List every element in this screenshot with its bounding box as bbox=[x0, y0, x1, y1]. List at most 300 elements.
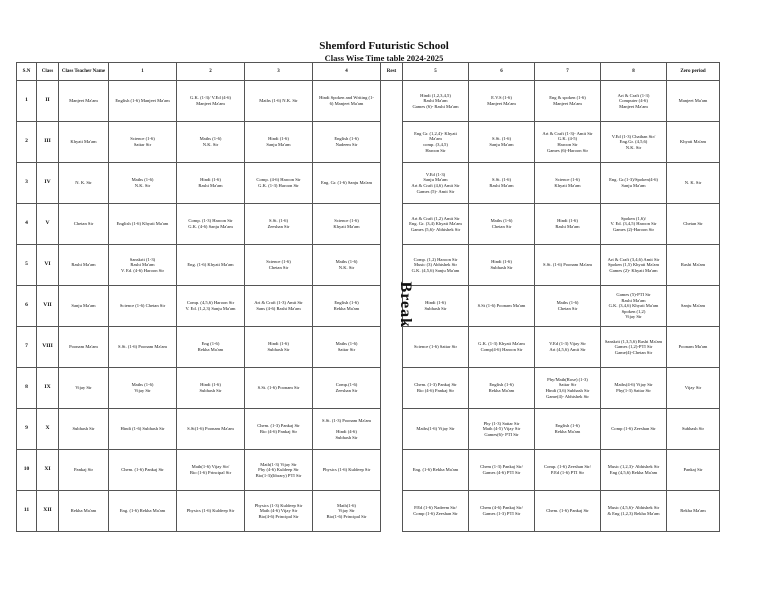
period-cell-p1 bbox=[109, 327, 177, 368]
period-line: Computer (4-6) bbox=[619, 98, 648, 104]
zero-period-teacher: Rekha Ma'am bbox=[667, 491, 720, 532]
period-line: Games(6)- PTI Sir bbox=[484, 431, 519, 437]
period-cell-p6 bbox=[469, 450, 535, 491]
table-row bbox=[17, 81, 720, 122]
period-cell-p8 bbox=[601, 409, 667, 450]
timetable-subtitle: Class Wise Time table 2024-2025 bbox=[324, 53, 444, 63]
period-cell-p1 bbox=[109, 286, 177, 327]
period-line: E.V.S (1-6) bbox=[491, 95, 512, 101]
period-line: V. Ed. (4-6) Haroon Sir bbox=[120, 267, 165, 273]
class-name: II bbox=[37, 81, 59, 122]
class-teacher: Rashi Ma'am bbox=[59, 245, 109, 286]
period-cell-p2 bbox=[177, 122, 245, 163]
period-cell-p3 bbox=[245, 81, 313, 122]
period-cell-p3 bbox=[245, 163, 313, 204]
header-period-7: 7 bbox=[535, 63, 601, 81]
period-cell-p5 bbox=[403, 450, 469, 491]
period-line: Math(1-3) Vijay Sir bbox=[260, 461, 297, 467]
period-line: Science (1-6) Sattar Sir bbox=[414, 344, 457, 350]
serial-number: 2 bbox=[17, 122, 37, 163]
period-cell-p4 bbox=[313, 450, 381, 491]
period-line: Physics (1-6) Kuldeep Sir bbox=[322, 467, 371, 473]
period-cell-p6 bbox=[469, 327, 535, 368]
period-line: Rashi Ma'am bbox=[489, 183, 514, 188]
period-line: Games (1-3) PTI Sir bbox=[482, 511, 521, 516]
period-cell-p5 bbox=[403, 81, 469, 122]
period-cell-p4 bbox=[313, 81, 381, 122]
class-name: VI bbox=[37, 245, 59, 286]
period-line: Comp.(1-6) bbox=[335, 382, 358, 388]
header-zero-period: Zero period bbox=[667, 63, 720, 81]
period-line: Games (5)- Amit Sir bbox=[416, 188, 455, 194]
period-line: P.Ed (1-6) PTI Sir bbox=[550, 470, 585, 475]
zero-period-teacher: N. K. Sir bbox=[667, 163, 720, 204]
period-line: Rekha Ma'am bbox=[197, 347, 224, 352]
class-name: V bbox=[37, 204, 59, 245]
period-line: Maths(4-6) Vijay Sir bbox=[614, 382, 653, 388]
period-line: S.St (1-6) Poonam Ma'am bbox=[477, 303, 526, 309]
period-cell-p2 bbox=[177, 368, 245, 409]
period-line: Chetan Sir bbox=[557, 306, 578, 311]
period-line: English (1-6) bbox=[334, 136, 359, 142]
period-cell-p6 bbox=[469, 491, 535, 532]
period-line: Maths (1-6) bbox=[199, 136, 222, 142]
period-cell-p7 bbox=[535, 286, 601, 327]
table-row bbox=[17, 409, 720, 450]
period-line: Chem. (1-6) Pankaj Sir bbox=[546, 508, 589, 514]
period-line: Zeeshan Sir bbox=[267, 224, 290, 229]
period-line: Eng.Gr. (4,5,6) bbox=[619, 139, 648, 145]
class-teacher: Rekha Ma'am bbox=[59, 491, 109, 532]
period-line: S.St. (1-3) Poonam Ma'am bbox=[322, 417, 371, 423]
period-line: Vijay Sir bbox=[625, 314, 642, 320]
period-line: Subhash Sir bbox=[335, 434, 358, 440]
period-line: English (1-6) Khyati Ma'am bbox=[116, 221, 169, 227]
period-line: Phy/Math(Rose) (1-3) bbox=[547, 376, 588, 382]
period-line: Math(1-6) Vijay Sir/ bbox=[191, 464, 230, 470]
period-line: Manjeet Ma'am bbox=[487, 101, 516, 106]
period-line: Hindi (1-6) bbox=[425, 300, 446, 306]
period-cell-p8 bbox=[601, 81, 667, 122]
period-line: Subhash Sir bbox=[490, 265, 513, 270]
period-cell-p6 bbox=[469, 368, 535, 409]
period-line: Math (4-6) Vijay Sir bbox=[259, 508, 298, 514]
period-line: Art & Craft (1-3)- Amit Sir bbox=[542, 130, 593, 136]
table-row bbox=[17, 491, 720, 532]
period-cell-p1 bbox=[109, 245, 177, 286]
period-line: Games (6)-Haroon Sir bbox=[546, 147, 589, 153]
period-line: S.St. (1-6) Poonam Ma'am bbox=[118, 344, 167, 350]
period-cell-p8 bbox=[601, 204, 667, 245]
period-cell-p3 bbox=[245, 368, 313, 409]
period-cell-p7 bbox=[535, 204, 601, 245]
period-line: Haroon Sir bbox=[557, 142, 578, 147]
period-line: comp. (3,4,5) bbox=[423, 142, 448, 147]
class-teacher: Sanju Ma'am bbox=[59, 286, 109, 327]
period-line: Comp. (1-6) Zeeshan Sir/ bbox=[544, 464, 591, 470]
period-cell-p5 bbox=[403, 409, 469, 450]
period-cell-p6 bbox=[469, 122, 535, 163]
class-name: XI bbox=[37, 450, 59, 491]
period-line: Hindi Spoken and Writing (1- bbox=[319, 95, 374, 101]
period-line: Art & Craft (3,4,6) Amit Sir bbox=[607, 256, 660, 262]
period-line: Science (1-6) bbox=[130, 136, 155, 142]
table-row bbox=[17, 163, 720, 204]
period-line: V. Ed. (1,2,3) Sanju Ma'am bbox=[185, 306, 236, 311]
zero-period-teacher: Subhash Sir bbox=[667, 409, 720, 450]
period-line: Games (5,6)- Abhishek Sir bbox=[410, 226, 461, 232]
period-line: Hindi (1-6) bbox=[200, 382, 221, 388]
period-line: Games (2)-Haroon Sir bbox=[612, 226, 655, 232]
period-line: Comp. (1,2) Haroon Sir bbox=[413, 256, 458, 262]
period-cell-p2 bbox=[177, 491, 245, 532]
period-line: Art (4,5,6) Amit Sir bbox=[549, 347, 586, 352]
period-line: Eng. Gr. (1-6) Sanju Ma'am bbox=[320, 180, 373, 186]
period-line: Game(4)-Chetan Sir bbox=[614, 349, 653, 355]
period-cell-p1 bbox=[109, 81, 177, 122]
period-cell-p2 bbox=[177, 409, 245, 450]
period-cell-p8 bbox=[601, 286, 667, 327]
period-line: Haroon Sir bbox=[425, 147, 446, 153]
period-line: Sanju Ma'am bbox=[621, 183, 646, 188]
class-teacher: Vijay Sir bbox=[59, 368, 109, 409]
period-line: Eng (1-6) bbox=[201, 341, 220, 347]
period-line: Music (1,2,3)- Abhishek Sir bbox=[607, 464, 660, 470]
period-line: Comp. (4,5,6) Haroon Sir bbox=[186, 300, 235, 306]
period-cell-p2 bbox=[177, 81, 245, 122]
period-cell-p4 bbox=[313, 286, 381, 327]
header-period-2: 2 bbox=[177, 63, 245, 81]
period-line: Math (4-5) Vijay Sir bbox=[482, 426, 521, 432]
period-line: Science (1-6) bbox=[334, 218, 359, 224]
period-cell-p1 bbox=[109, 450, 177, 491]
period-line: Comp (1-6) Zeeshan Sir bbox=[413, 511, 458, 516]
serial-number: 6 bbox=[17, 286, 37, 327]
period-line: Comp(4-6) Haroon Sir bbox=[480, 347, 523, 352]
period-cell-p7 bbox=[535, 327, 601, 368]
period-line: S.St. (1-6) bbox=[491, 136, 511, 142]
serial-number: 5 bbox=[17, 245, 37, 286]
class-teacher: Pankaj Sir bbox=[59, 450, 109, 491]
table-row bbox=[17, 368, 720, 409]
period-cell-p3 bbox=[245, 327, 313, 368]
period-line: G.K. (4,5,6) Sanju Ma'am bbox=[411, 267, 460, 273]
period-cell-p7 bbox=[535, 491, 601, 532]
zero-period-teacher: Pankaj Sir bbox=[667, 450, 720, 491]
period-line: Games (4-6) PTI Sir bbox=[482, 470, 521, 475]
period-cell-p3 bbox=[245, 409, 313, 450]
period-line: V.Ed (1-3) bbox=[425, 171, 446, 177]
period-line: Eng. Gr.(1-3)/Spoken(4-6) bbox=[609, 177, 658, 183]
period-cell-p2 bbox=[177, 245, 245, 286]
period-line: N.K. Sir bbox=[338, 265, 355, 270]
period-line: Chetan Sir bbox=[268, 265, 289, 270]
period-line: English (1-6) Manjeet Ma'am bbox=[115, 98, 170, 104]
period-cell-p3 bbox=[245, 450, 313, 491]
period-line: Comp (1-6) Zeeshan Sir bbox=[611, 426, 656, 432]
period-cell-p7 bbox=[535, 81, 601, 122]
period-line: Eng Gr. (1,2,4)- Khyati bbox=[414, 130, 457, 136]
period-line: Maths (1-6) bbox=[490, 218, 513, 224]
period-line: Chem. (1-6) Pankaj Sir bbox=[121, 467, 164, 473]
school-name: Shemford Futuristic School bbox=[319, 40, 449, 52]
period-line: Rashi Ma'am bbox=[621, 297, 646, 303]
period-cell-p1 bbox=[109, 163, 177, 204]
period-line: Subhash Sir bbox=[267, 347, 290, 352]
period-line: Music (4,5,6)- Abhishek Sir bbox=[607, 505, 660, 511]
period-line: Sans (4-6) Rashi Ma'am bbox=[256, 306, 301, 311]
class-name: XII bbox=[37, 491, 59, 532]
period-line: Rashi Ma'am bbox=[423, 98, 448, 104]
period-line: S.St. (1-6) bbox=[491, 177, 511, 183]
period-cell-p6 bbox=[469, 286, 535, 327]
period-line: Games (2)- Khyati Ma'am bbox=[609, 267, 658, 273]
header-period-3: 3 bbox=[245, 63, 313, 81]
period-cell-p2 bbox=[177, 327, 245, 368]
period-line: Chetan Sir bbox=[491, 224, 512, 229]
period-line: Comp. (4-6) Haroon Sir bbox=[256, 177, 301, 183]
class-name: VIII bbox=[37, 327, 59, 368]
period-cell-p4 bbox=[313, 491, 381, 532]
period-line: English (1-6) bbox=[489, 382, 514, 388]
period-line: Hindi (1,2,3,4,5) bbox=[420, 92, 451, 98]
period-line: Chem (4-6) Pankaj Sir/ bbox=[480, 505, 523, 511]
period-line: Maths (1-6) bbox=[335, 341, 358, 347]
period-line: Sanju Ma'am bbox=[489, 142, 514, 147]
period-line: G.K. (4-5) bbox=[557, 136, 578, 142]
period-cell-p5 bbox=[403, 122, 469, 163]
header-period-6: 6 bbox=[469, 63, 535, 81]
period-cell-p5 bbox=[403, 327, 469, 368]
class-teacher: Manjeet Ma'am bbox=[59, 81, 109, 122]
period-cell-p7 bbox=[535, 409, 601, 450]
period-line: Eng. (1-6) Khyati Ma'am bbox=[187, 262, 234, 268]
serial-number: 9 bbox=[17, 409, 37, 450]
period-line: Hindi (1-6) bbox=[268, 136, 289, 142]
period-cell-p2 bbox=[177, 204, 245, 245]
period-cell-p6 bbox=[469, 245, 535, 286]
zero-period-teacher: Manjeet Ma'am bbox=[667, 81, 720, 122]
header-period-8: 8 bbox=[601, 63, 667, 81]
period-line: Rekha Ma'am bbox=[554, 429, 581, 434]
period-line: Hindi (3,6) Subhash Sir bbox=[545, 388, 590, 393]
period-cell-p8 bbox=[601, 122, 667, 163]
period-line: Eng. (1-6) Rekha Ma'am bbox=[119, 508, 166, 514]
period-cell-p7 bbox=[535, 368, 601, 409]
period-cell-p7 bbox=[535, 450, 601, 491]
class-teacher: Subhash Sir bbox=[59, 409, 109, 450]
zero-period-teacher: Rashi Ma'am bbox=[667, 245, 720, 286]
period-line: V.Ed (1-3) Vijay Sir bbox=[549, 341, 586, 347]
period-cell-p8 bbox=[601, 327, 667, 368]
serial-number: 4 bbox=[17, 204, 37, 245]
period-cell-p1 bbox=[109, 204, 177, 245]
period-cell-p6 bbox=[469, 163, 535, 204]
period-cell-p6 bbox=[469, 81, 535, 122]
period-line: N.K. Sir bbox=[625, 144, 642, 150]
period-line: Hindi (1-6) bbox=[200, 177, 221, 183]
period-line: Nadeem Sir bbox=[335, 142, 358, 147]
period-line: Art & Craft (4,6) Amit Sir bbox=[411, 183, 460, 188]
period-line: Games (1,2)-PTI Sir bbox=[614, 344, 653, 350]
break-column bbox=[381, 81, 415, 532]
period-line: Hindi (1-6) bbox=[491, 259, 512, 265]
zero-period-teacher: Khyati Ma'am bbox=[667, 122, 720, 163]
class-name: IV bbox=[37, 163, 59, 204]
period-line: Hindi (1-6) bbox=[557, 218, 578, 224]
period-cell-p5 bbox=[403, 204, 469, 245]
period-line: S.St. (1-6) bbox=[268, 218, 288, 224]
period-line: Ma'am bbox=[429, 136, 442, 142]
header-rest: Rest bbox=[381, 63, 403, 81]
period-line: Game(4)- Abhishek Sir bbox=[546, 393, 589, 399]
period-line: N.K. Sir bbox=[202, 142, 219, 147]
period-line: G.K. (4-6) Sanju Ma'am bbox=[188, 224, 233, 229]
period-line: Math(1-6) bbox=[337, 502, 356, 508]
period-line: Rashi Ma'am bbox=[555, 224, 580, 229]
serial-number: 1 bbox=[17, 81, 37, 122]
period-line: Maths (1-6) bbox=[131, 177, 154, 183]
period-line: Khyati Ma'am bbox=[333, 224, 360, 229]
period-line: Hindi (1-6) bbox=[268, 341, 289, 347]
period-cell-p5 bbox=[403, 491, 469, 532]
period-line: Hindi (1-6) Subhash Sir bbox=[120, 426, 165, 432]
period-cell-p1 bbox=[109, 409, 177, 450]
serial-number: 7 bbox=[17, 327, 37, 368]
period-line: Maths (1-6) N.K. Sir bbox=[259, 98, 298, 104]
header-class: Class bbox=[37, 63, 59, 81]
period-line: Maths(1-6) Vijay Sir bbox=[416, 426, 455, 432]
period-line: English (1-6) bbox=[334, 300, 359, 306]
period-line: Games (5)-PTI Sir bbox=[616, 292, 651, 298]
break-label: Break bbox=[397, 281, 415, 328]
period-line: G.K. (1-3) Haroon Sir bbox=[258, 183, 299, 188]
period-line: Sattar Sir bbox=[337, 347, 356, 352]
period-cell-p8 bbox=[601, 368, 667, 409]
period-cell-p8 bbox=[601, 491, 667, 532]
period-line: Rekha Ma'am bbox=[488, 388, 515, 393]
period-line: Art & Craft (1-3) bbox=[617, 92, 650, 98]
header-period-4: 4 bbox=[313, 63, 381, 81]
period-cell-p2 bbox=[177, 163, 245, 204]
header-period-1: 1 bbox=[109, 63, 177, 81]
period-cell-p4 bbox=[313, 368, 381, 409]
period-cell-p6 bbox=[469, 204, 535, 245]
period-line: Games (6)- Rashi Ma'am bbox=[412, 103, 459, 109]
period-line: Phy (4-6) Kuldeep Sir bbox=[258, 467, 299, 473]
period-line: Science (1-6) Chetan Sir bbox=[119, 303, 166, 309]
serial-number: 3 bbox=[17, 163, 37, 204]
period-line: Science (1-6) bbox=[266, 259, 291, 265]
header-class-teacher: Class Teacher Name bbox=[59, 63, 109, 81]
table-row bbox=[17, 450, 720, 491]
period-line: N.K. Sir bbox=[134, 183, 151, 188]
class-teacher: N. K. Sir bbox=[59, 163, 109, 204]
period-line: Subhash Sir bbox=[424, 306, 447, 311]
period-line: Art & Craft (1-3) Amit Sir bbox=[254, 300, 303, 306]
period-line: G.K. (1-3)/ V.Ed (4-6) bbox=[190, 95, 231, 101]
period-line: Chem (1-3) Pankaj Sir/ bbox=[480, 464, 523, 470]
period-line: Eng. Gr. (3,4) Khyati Ma'am bbox=[409, 221, 462, 227]
period-cell-p3 bbox=[245, 122, 313, 163]
period-cell-p4 bbox=[313, 327, 381, 368]
period-cell-p5 bbox=[403, 245, 469, 286]
period-cell-p3 bbox=[245, 491, 313, 532]
period-line: Subhash Sir bbox=[199, 388, 222, 393]
class-teacher: Poonam Ma'am bbox=[59, 327, 109, 368]
period-line: S.St. (1-6) Poonam Ma'am bbox=[543, 262, 592, 268]
header-row bbox=[17, 63, 720, 81]
serial-number: 10 bbox=[17, 450, 37, 491]
table-row bbox=[17, 327, 720, 368]
serial-number: 8 bbox=[17, 368, 37, 409]
period-line: Bio (4-6) Pankaj Sir bbox=[416, 388, 455, 393]
period-line: S.St(1-6) Poonam Ma'am bbox=[187, 426, 234, 432]
period-line: Rashi Ma'am bbox=[198, 183, 223, 188]
table-row bbox=[17, 286, 720, 327]
timetable-table bbox=[16, 62, 720, 532]
period-cell-p4 bbox=[313, 409, 381, 450]
period-cell-p4 bbox=[313, 204, 381, 245]
period-line: G.K. (3,4,6) Khyati Ma'am bbox=[608, 303, 659, 309]
period-cell-p4 bbox=[313, 245, 381, 286]
period-line: Sattar Sir bbox=[558, 382, 577, 388]
period-line: Sanskrit (1,3,5,6) Rashi Ma'am bbox=[604, 338, 663, 344]
period-cell-p2 bbox=[177, 286, 245, 327]
period-line: Bio (4-6) Pankaj Sir bbox=[259, 429, 298, 434]
period-line: Manjeet Ma'am bbox=[553, 101, 582, 106]
period-line: Eng & spoken (1-6) bbox=[549, 95, 586, 101]
class-teacher: Khyati Ma'am bbox=[59, 122, 109, 163]
zero-period-teacher: Poonam Ma'am bbox=[667, 327, 720, 368]
period-line: Sanju Ma'am bbox=[423, 177, 448, 183]
period-line: Vijay Sir bbox=[338, 508, 355, 514]
period-cell-p1 bbox=[109, 368, 177, 409]
period-line: Manjeet Ma'am bbox=[619, 103, 648, 109]
class-name: III bbox=[37, 122, 59, 163]
period-line: V. Ed. (3,4,5) Haroon Sir bbox=[610, 221, 657, 227]
period-line: P.Ed (1-6) Nadeem Sir/ bbox=[414, 505, 457, 511]
period-line: Music (3) Abhishek Sir bbox=[413, 262, 457, 268]
period-cell-p3 bbox=[245, 286, 313, 327]
period-cell-p8 bbox=[601, 450, 667, 491]
period-line: Zeeshan Sir bbox=[335, 388, 358, 393]
period-line: Bio (1-6) Principal Sir bbox=[189, 470, 232, 475]
period-line: & Eng (1,2,3) Rekha Ma'am bbox=[607, 511, 660, 516]
period-line: Vijay Sir bbox=[134, 388, 151, 393]
period-cell-p7 bbox=[535, 163, 601, 204]
period-line: Manjeet Ma'am bbox=[196, 101, 225, 106]
header-period-5: 5 bbox=[403, 63, 469, 81]
class-name: IX bbox=[37, 368, 59, 409]
period-cell-p4 bbox=[313, 122, 381, 163]
period-line: Phy(1-3) Sattar Sir bbox=[616, 388, 651, 393]
period-cell-p3 bbox=[245, 245, 313, 286]
period-line: Sanskrit (1-3) bbox=[129, 256, 156, 262]
period-cell-p5 bbox=[403, 368, 469, 409]
period-line: 6) Manjeet Ma'am bbox=[329, 101, 364, 106]
period-line: Art & Craft (1,2) Amit Sir bbox=[411, 215, 460, 221]
period-cell-p8 bbox=[601, 245, 667, 286]
period-line: Eng (4,5,6) Rekha Ma'am bbox=[609, 470, 658, 475]
period-cell-p7 bbox=[535, 245, 601, 286]
period-cell-p7 bbox=[535, 122, 601, 163]
class-teacher: Chetan Sir bbox=[59, 204, 109, 245]
period-line: Sanju Ma'am bbox=[266, 142, 291, 147]
period-line: Maths (1-6) bbox=[556, 300, 579, 306]
period-line: Khyati Ma'am bbox=[554, 183, 581, 188]
period-cell-p1 bbox=[109, 122, 177, 163]
